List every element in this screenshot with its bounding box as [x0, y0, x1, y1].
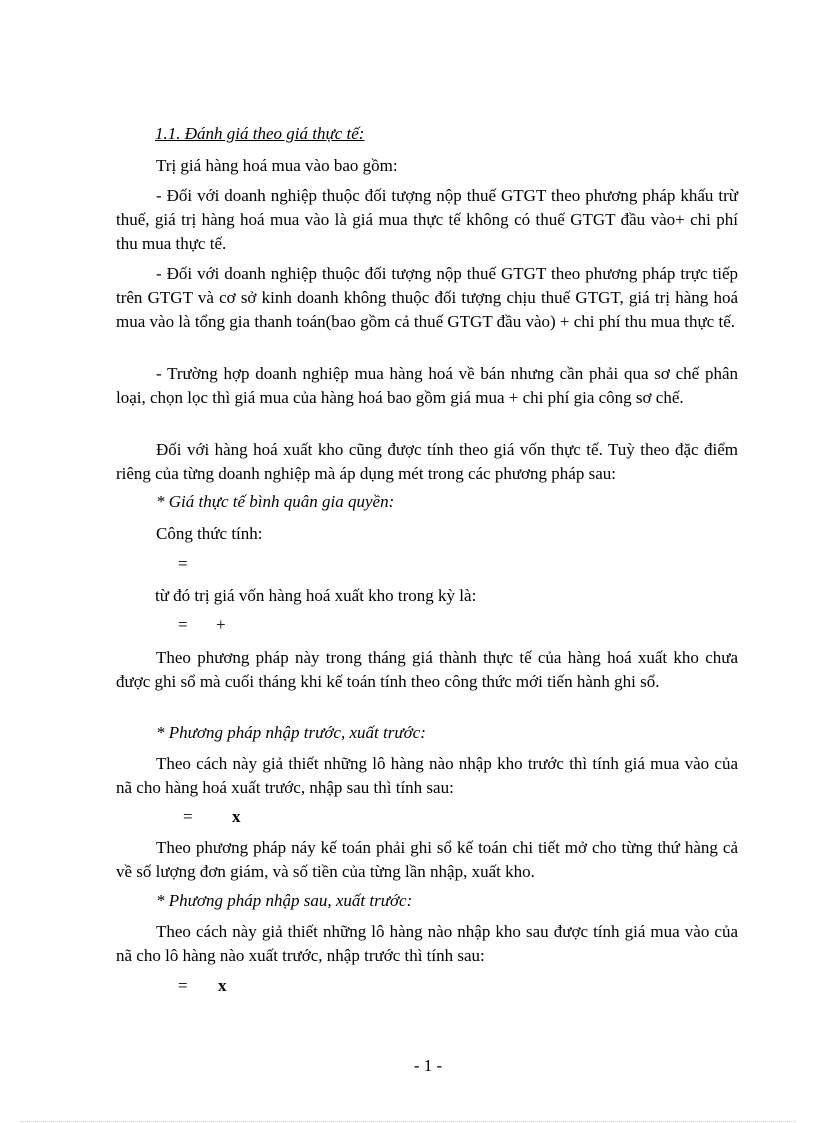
paragraph-fifo-description: Theo cách này giả thiết những lô hàng nào nhập kho trước thì tính giá mua vào của nã cho hàng hoá xuất trước, nhập sau thì tính sau: [116, 754, 738, 797]
method-lifo-title: * Phương pháp nhập sau, xuất trước: [156, 891, 413, 910]
paragraph-weighted-average-note: Theo phương pháp này trong tháng giá thành thực tế của hàng hoá xuất kho chưa được ghi sổ mà cuối tháng khi kế toán tính theo công thức mới tiến hành ghi sổ. [116, 648, 738, 691]
derive-line: từ đó trị giá vốn hàng hoá xuất kho trong kỳ là: [155, 586, 477, 605]
paragraph-direct-method: - Đối với doanh nghiệp thuộc đối tượng nộp thuế GTGT theo phương pháp trực tiếp trên GTGT và cơ sở kinh doanh không thuộc đối tượng chịu thuế GTGT, giá trị hàng hoá mua vào là tổng gia thanh toán(bao gồm cả thuế GTGT đầu vào) + chi phí thu mua thực tế. [116, 264, 738, 331]
method-fifo-title: * Phương pháp nhập trước, xuất trước: [156, 723, 426, 742]
page-number: - 1 - [413, 1056, 443, 1075]
page-bottom-divider [20, 1121, 796, 1122]
paragraph-processing-case: - Trường hợp doanh nghiệp mua hàng hoá về bán nhưng cần phải qua sơ chế phân loại, chọn lọc thì giá mua của hàng hoá bao gồm giá mua + chi phí gia công sơ chế. [116, 364, 738, 407]
equals-sign: = [178, 615, 188, 634]
intro-line: Trị giá hàng hoá mua vào bao gồm: [156, 156, 398, 175]
times-sign: x [218, 976, 227, 995]
paragraph-lifo-description: Theo cách này giả thiết những lô hàng nào nhập kho sau được tính giá mua vào của nã cho lô hàng nào xuất trước, nhập trước thì tính sau: [116, 922, 738, 965]
equals-sign: = [178, 554, 188, 573]
equals-sign: = [178, 976, 188, 995]
paragraph-deduction-method: - Đối với doanh nghiệp thuộc đối tượng nộp thuế GTGT theo phương pháp khấu trừ thuế, giá trị hàng hoá mua vào là giá mua thực tế không có thuế GTGT đầu vào+ chi phí thu mua thực tế. [116, 186, 738, 253]
method-weighted-average-title: * Giá thực tế bình quân gia quyền: [156, 492, 395, 511]
paragraph-fifo-note: Theo phương pháp náy kế toán phải ghi sổ kế toán chi tiết mở cho từng thứ hàng cả về số lượng đơn giám, và số tiền của từng lần nhập, xuất kho. [116, 838, 738, 881]
formula-label: Công thức tính: [156, 524, 263, 543]
paragraph-export-valuation: Đối với hàng hoá xuất kho cũng được tính theo giá vốn thực tế. Tuỳ theo đặc điểm riêng của từng doanh nghiệp mà áp dụng mét trong các phương pháp sau: [116, 440, 738, 483]
times-sign: x [232, 807, 241, 826]
equals-sign: = [183, 807, 193, 826]
plus-sign: + [216, 615, 226, 634]
section-heading: 1.1. Đánh giá theo giá thực tế: [155, 124, 365, 143]
